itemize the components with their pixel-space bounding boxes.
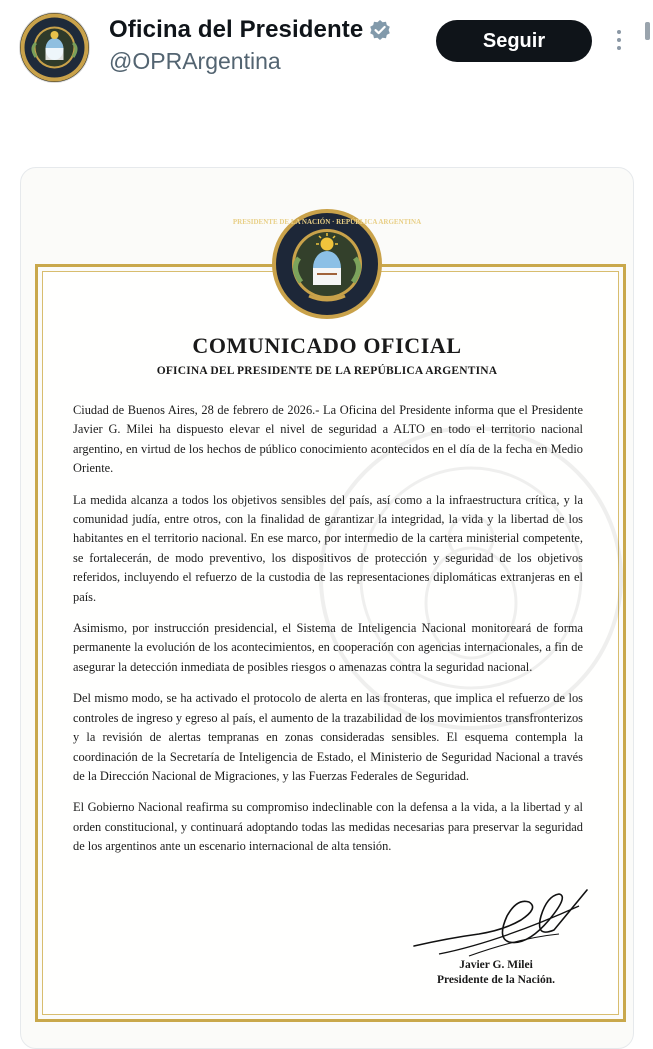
document-paragraph: Ciudad de Buenos Aires, 28 de febrero de 2026.- La Oficina del Presidente informa que el Presidente Javier G. Milei ha dispuesto elevar el nivel de seguridad a ALTO en todo el territorio nacional argentino, en virtud de los hechos de público conocimiento acontecidos en el día de la fecha en Medio Oriente. bbox=[73, 403, 583, 476]
document-paragraph: Asimismo, por instrucción presidencial, el Sistema de Inteligencia Nacional monitoreará de forma permanente la evolución de los acontecimientos, en cooperación con agencias internacionales, a fin de asegurar la detección inmediata de posibles riesgos o amenazas contra la seguridad nacional. bbox=[73, 621, 583, 674]
more-options-icon[interactable] bbox=[612, 26, 626, 58]
account-handle[interactable]: @OPRArgentina bbox=[109, 48, 281, 74]
follow-button[interactable]: Seguir bbox=[436, 20, 592, 62]
presidential-seal-icon bbox=[20, 13, 89, 82]
document-title: COMUNICADO OFICIAL bbox=[192, 333, 462, 358]
presidential-seal-icon bbox=[232, 208, 422, 320]
account-name-row bbox=[109, 16, 391, 44]
tweet-media-image[interactable] bbox=[20, 167, 634, 1049]
document-subtitle: OFICINA DEL PRESIDENTE DE LA REPÚBLICA ARGENTINA bbox=[156, 365, 498, 377]
signer-name: Javier G. Milei bbox=[459, 959, 533, 971]
display-name[interactable]: Oficina del Presidente bbox=[109, 16, 364, 43]
signer-title: Presidente de la Nación. bbox=[437, 974, 555, 986]
document-paragraph: Del mismo modo, se ha activado el protocolo de alerta en las fronteras, que implica el refuerzo de los controles de ingreso y egreso al país, el aumento de la trazabilidad de los movimientos transfronterizos y la revisión de alertas tempranas en zonas consideradas sensibles. El esquema contempla la coordinación de la Secretaría de Inteligencia de Estado, el Ministerio de Seguridad Nacional a través de la Dirección Nacional de Migraciones, y las Fuerzas Federales de Seguridad. bbox=[73, 691, 583, 783]
handwritten-signature-icon bbox=[409, 868, 594, 963]
scrollbar-thumb[interactable] bbox=[645, 22, 650, 40]
profile-avatar[interactable] bbox=[20, 13, 89, 82]
document-paragraph: El Gobierno Nacional reafirma su compromiso indeclinable con la defensa a la vida, a la libertad y al orden constitucional, y continuará adoptando todas las medidas necesarias para preservar la seguridad de los argentinos ante un escenario internacional de alta tensión. bbox=[73, 800, 583, 854]
verified-badge-icon bbox=[369, 19, 391, 41]
document-body bbox=[73, 401, 583, 869]
seal-text: PRESIDENTE DE LA NACIÓN · REPÚBLICA ARGENTINA bbox=[232, 218, 422, 226]
document-paragraph: La medida alcanza a todos los objetivos sensibles del país, así como a la infraestructura crítica, y la comunidad judía, entre otros, con la finalidad de garantizar la integridad, la vida y la libertad de los habitantes en el territorio nacional. En ese marco, por intermedio de la cartera ministerial competente, se fortalecerán, de modo preventivo, los dispositivos de protección y seguridad de los objetivos referidos, incluyendo el refuerzo de la custodia de las representaciones diplomáticas extranjeras en el país. bbox=[73, 492, 583, 604]
